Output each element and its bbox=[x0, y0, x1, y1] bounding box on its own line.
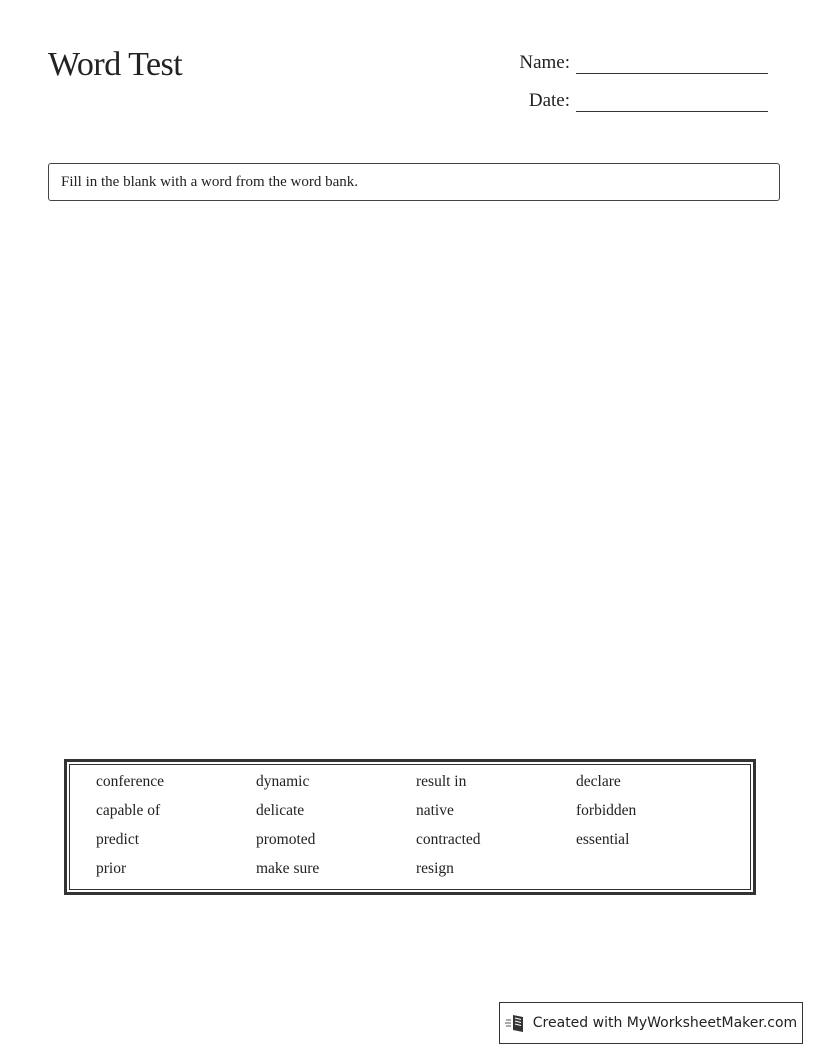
word-bank-item: dynamic bbox=[256, 773, 310, 790]
word-bank-item: promoted bbox=[256, 831, 316, 848]
word-bank-item bbox=[576, 860, 736, 889]
date-field bbox=[529, 90, 768, 112]
worksheet-logo-icon bbox=[505, 1012, 527, 1034]
credit-badge[interactable] bbox=[499, 1002, 803, 1044]
word-bank-item: delicate bbox=[256, 802, 305, 819]
word-bank-item: prior bbox=[96, 860, 127, 877]
date-blank-line[interactable] bbox=[576, 91, 768, 112]
name-label: Name: bbox=[519, 52, 570, 73]
page-title: Word Test bbox=[48, 46, 183, 83]
date-label: Date: bbox=[528, 90, 570, 111]
word-bank-item: resign bbox=[416, 860, 454, 877]
name-blank-line[interactable] bbox=[576, 53, 768, 74]
word-bank-item: forbidden bbox=[576, 802, 637, 819]
word-bank-item: predict bbox=[96, 831, 140, 848]
name-field bbox=[519, 52, 768, 74]
instructions-text: Fill in the blank with a word from the word bank. bbox=[61, 173, 359, 190]
word-bank-grid bbox=[69, 764, 751, 890]
word-bank-item: essential bbox=[576, 831, 630, 848]
word-bank-item: contracted bbox=[416, 831, 481, 848]
instructions-box bbox=[48, 163, 780, 201]
word-bank bbox=[64, 759, 756, 895]
word-bank-item: declare bbox=[576, 773, 621, 790]
word-bank-item: result in bbox=[416, 773, 467, 790]
word-bank-item: make sure bbox=[256, 860, 320, 877]
credit-text: Created with MyWorksheetMaker.com bbox=[532, 1015, 798, 1031]
word-bank-item: conference bbox=[96, 773, 164, 790]
word-bank-item: capable of bbox=[96, 802, 161, 819]
word-bank-item: native bbox=[416, 802, 454, 819]
